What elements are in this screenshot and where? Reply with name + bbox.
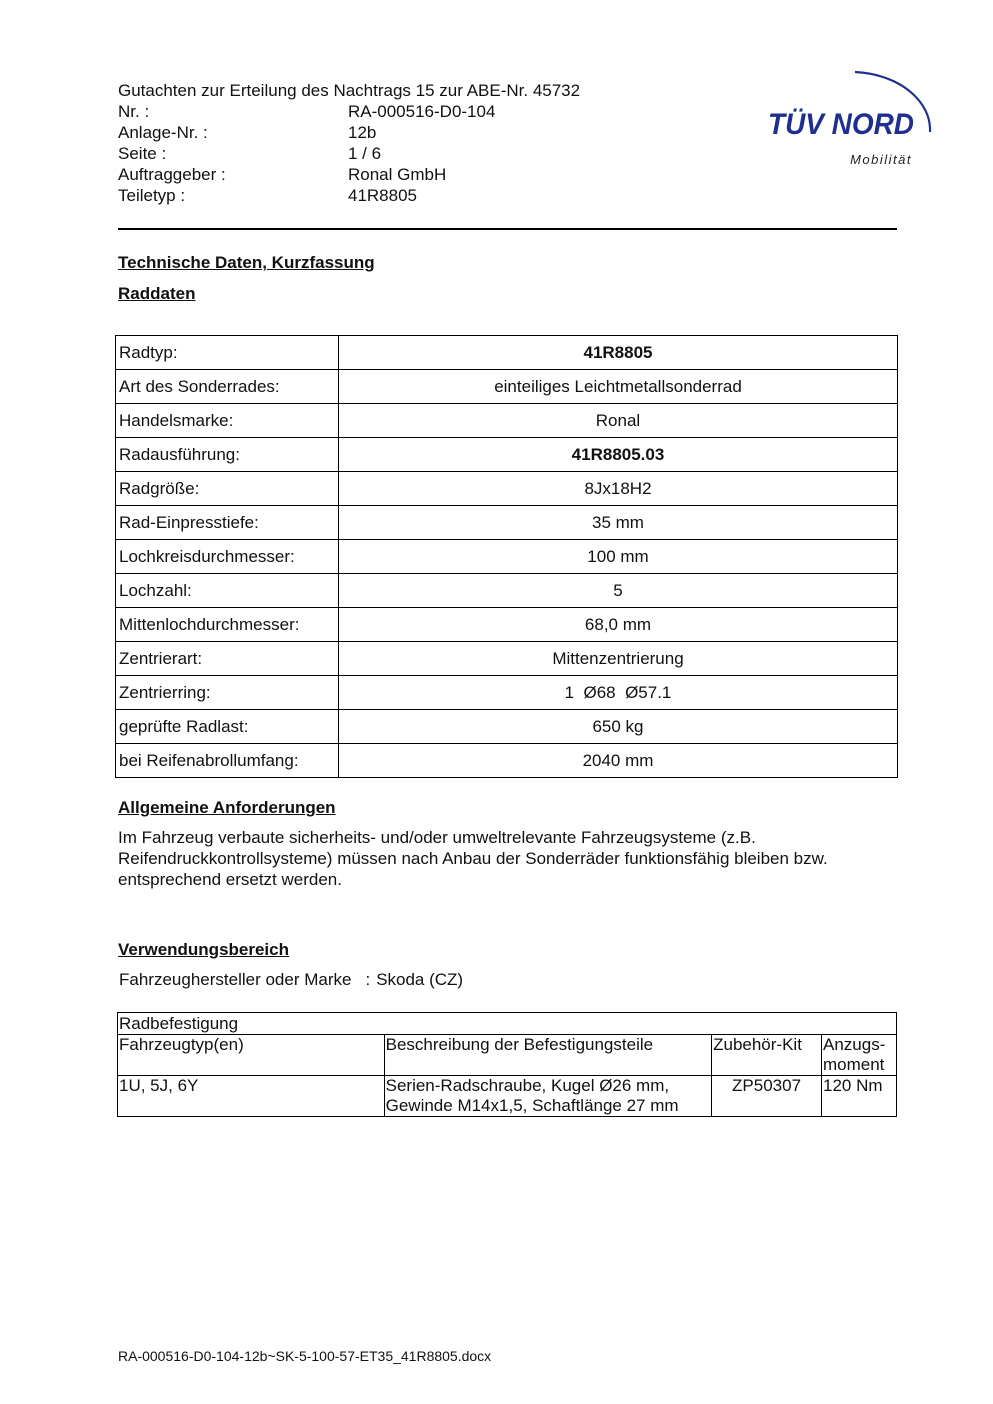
table-row xyxy=(116,336,898,370)
table-row xyxy=(116,574,898,608)
row-label: Radtyp: xyxy=(116,336,339,370)
row-value: 5 xyxy=(339,574,898,608)
row-value: Ronal xyxy=(339,404,898,438)
row-value: 41R8805.03 xyxy=(339,438,898,472)
header-kit: Zubehör-Kit xyxy=(712,1035,822,1076)
table-row xyxy=(116,642,898,676)
general-requirements-text: Im Fahrzeug verbaute sicherheits- und/oder umweltrelevante Fahrzeugsysteme (z.B. Reifendruckkontrollsysteme) müssen nach Anbau der Sonderräder funktionsfähig bleiben bzw. entsprechend ersetzt werden. xyxy=(118,828,828,889)
description-line: Gewinde M14x1,5, Schaftlänge 27 mm xyxy=(385,1096,679,1115)
row-value: 8Jx18H2 xyxy=(339,472,898,506)
header-torque xyxy=(822,1035,897,1076)
row-value: Mittenzentrierung xyxy=(339,642,898,676)
header-label: Seite : xyxy=(118,144,167,163)
cell-vehicle-types: 1U, 5J, 6Y xyxy=(118,1076,385,1117)
header-row-nr xyxy=(118,101,495,122)
header-vehicle-types: Fahrzeugtyp(en) xyxy=(118,1035,385,1076)
row-label: Art des Sonderrades: xyxy=(116,370,339,404)
table-row xyxy=(116,676,898,710)
row-value: 100 mm xyxy=(339,540,898,574)
table-row xyxy=(116,438,898,472)
row-value: einteiliges Leichtmetallsonderrad xyxy=(339,370,898,404)
row-value: 68,0 mm xyxy=(339,608,898,642)
header-value: 41R8805 xyxy=(348,186,418,205)
table-row xyxy=(116,710,898,744)
header-value: 12b xyxy=(348,123,377,142)
report-title: Gutachten zur Erteilung des Nachtrags 15 zur ABE-Nr. 45732 xyxy=(118,81,581,100)
row-label: Zentrierring: xyxy=(116,676,339,710)
header-row-seite xyxy=(118,143,495,164)
table-row xyxy=(116,744,898,778)
header-label: Anlage-Nr. : xyxy=(118,123,208,142)
cell-torque: 120 Nm xyxy=(822,1076,897,1117)
header-label: Auftraggeber : xyxy=(118,165,226,184)
row-label: Radgröße: xyxy=(116,472,339,506)
header-torque-line: Anzugs- xyxy=(823,1035,886,1054)
table-row xyxy=(116,608,898,642)
maker-label: Fahrzeughersteller oder Marke xyxy=(119,970,352,989)
row-label: Radausführung: xyxy=(116,438,339,472)
header-torque-line: moment xyxy=(823,1055,885,1074)
table-row xyxy=(116,472,898,506)
footer-filename: RA-000516-D0-104-12b~SK-5-100-57-ET35_41R8805.docx xyxy=(118,1348,492,1364)
header-info xyxy=(118,101,495,206)
table-caption-row xyxy=(118,1013,897,1035)
section-wheel-heading: Raddaten xyxy=(118,284,196,303)
header-divider xyxy=(118,228,897,230)
header-row-anlage xyxy=(118,122,495,143)
row-label: Zentrierart: xyxy=(116,642,339,676)
section-usage-heading: Verwendungsbereich xyxy=(118,940,289,959)
row-label: Mittenlochdurchmesser: xyxy=(116,608,339,642)
maker-separator: : xyxy=(365,970,371,989)
section-technical-heading: Technische Daten, Kurzfassung xyxy=(118,253,375,272)
table-row xyxy=(116,506,898,540)
cell-description xyxy=(384,1076,711,1117)
section-general-heading: Allgemeine Anforderungen xyxy=(118,798,336,817)
logo-wordmark: TÜV NORD xyxy=(768,108,914,141)
cell-kit: ZP50307 xyxy=(712,1076,822,1117)
vehicle-maker-line xyxy=(119,969,463,991)
table-row xyxy=(116,370,898,404)
header-label: Teiletyp : xyxy=(118,186,186,205)
fastening-table xyxy=(117,1012,897,1117)
table-row xyxy=(116,540,898,574)
wheel-data-table xyxy=(115,335,898,778)
header-value: RA-000516-D0-104 xyxy=(348,102,496,121)
table-header-row xyxy=(118,1035,897,1076)
maker-value: Skoda (CZ) xyxy=(376,970,464,989)
row-label: Lochzahl: xyxy=(116,574,339,608)
row-value: 1 Ø68 Ø57.1 xyxy=(339,676,898,710)
tuv-nord-logo xyxy=(760,58,940,170)
row-value: 650 kg xyxy=(339,710,898,744)
row-label: Rad-Einpresstiefe: xyxy=(116,506,339,540)
row-label: Lochkreisdurchmesser: xyxy=(116,540,339,574)
header-row-teiletyp xyxy=(118,185,495,206)
row-label: geprüfte Radlast: xyxy=(116,710,339,744)
header-row-auftraggeber xyxy=(118,164,495,185)
row-label: bei Reifenabrollumfang: xyxy=(116,744,339,778)
header-description: Beschreibung der Befestigungsteile xyxy=(384,1035,711,1076)
logo-subtitle: Mobilität xyxy=(850,152,912,167)
row-value: 35 mm xyxy=(339,506,898,540)
row-value: 2040 mm xyxy=(339,744,898,778)
header-value: 1 / 6 xyxy=(348,144,382,163)
table-row xyxy=(118,1076,897,1117)
row-value: 41R8805 xyxy=(339,336,898,370)
header-value: Ronal GmbH xyxy=(348,165,447,184)
table-row xyxy=(116,404,898,438)
description-line: Serien-Radschraube, Kugel Ø26 mm, xyxy=(385,1076,670,1095)
fastening-caption: Radbefestigung xyxy=(118,1013,897,1035)
header-label: Nr. : xyxy=(118,102,150,121)
row-label: Handelsmarke: xyxy=(116,404,339,438)
